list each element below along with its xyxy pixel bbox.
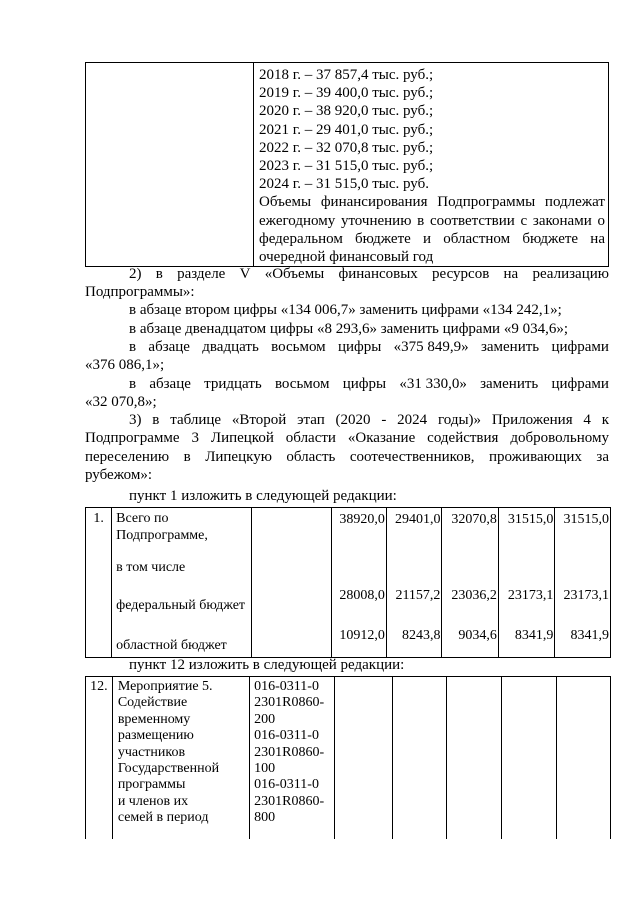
- paragraph-2c-line2: «376 086,1»;: [85, 357, 165, 373]
- funding-year-line: 2019 г. – 39 400,0 тыс. руб.;: [259, 85, 434, 102]
- label-total: Всего по Подпрограмме,: [116, 511, 208, 543]
- event-line: участников: [117, 744, 186, 760]
- point-1-heading: пункт 1 изложить в следующей редакции:: [129, 488, 397, 504]
- event-line: временному: [117, 711, 191, 727]
- code-line: 800: [254, 810, 276, 826]
- code-line: 016-0311-0: [254, 728, 319, 744]
- label-regional: областной бюджет: [116, 638, 227, 653]
- event-line: Мероприятие 5.: [117, 679, 213, 694]
- label-including: в том числе: [116, 560, 186, 575]
- value-cell: [557, 677, 611, 840]
- paragraph-2d-line1: в абзаце тридцать восьмом цифры «31 330,0» заменить цифрами: [129, 376, 609, 392]
- paragraph-2-line1: 2) в разделе V «Объемы финансовых ресурсов на реализацию: [129, 266, 609, 282]
- point-1-table: [85, 507, 611, 658]
- event-line: Содействие: [117, 695, 188, 711]
- event-line: Государственной: [117, 761, 220, 777]
- event-line: программы: [117, 777, 186, 793]
- value-cell: [502, 677, 557, 840]
- code-line: 016-0311-0: [254, 679, 319, 694]
- event-line: размещению: [117, 728, 194, 744]
- code-line: 2301R0860-: [254, 695, 325, 711]
- row-number: 1.: [86, 508, 112, 658]
- code-cell: [251, 508, 332, 658]
- code-line: 200: [254, 711, 276, 727]
- funding-note: Объемы финансирования Подпрограммы подлежат ежегодному уточнению в соответствии с законами о федеральном бюджете и областном бюджете на очередной финансовый год: [259, 194, 605, 266]
- row-number: 12.: [86, 677, 113, 840]
- code-line: 2301R0860-: [254, 793, 325, 809]
- label-federal: федеральный бюджет: [116, 598, 246, 613]
- funding-year-line: 2022 г. – 32 070,8 тыс. руб.;: [259, 139, 434, 156]
- funding-year-line: 2020 г. – 38 920,0 тыс. руб.;: [259, 103, 434, 120]
- funding-cell: [254, 63, 609, 267]
- funding-table: [85, 62, 609, 267]
- funding-year-line: 2024 г. – 31 515,0 тыс. руб.: [259, 176, 429, 193]
- paragraph-2c-line1: в абзаце двадцать восьмом цифры «375 849,9» заменить цифрами: [129, 339, 609, 355]
- code-cell: [250, 677, 335, 840]
- value-column: 29401,0 21157,2 8243,8: [386, 508, 442, 658]
- paragraph-3: 3) в таблице «Второй этап (2020 - 2024 годы)» Приложения 4 к Подпрограмме 3 Липецкой области «Оказание содействия добровольному переселению в Липецкую область соотечественников, проживающих за рубежом»:: [85, 412, 609, 483]
- funding-year-line: 2023 г. – 31 515,0 тыс. руб.;: [259, 158, 434, 175]
- value-cell: [392, 677, 447, 840]
- value-column: 32070,8 23036,2 9034,6: [442, 508, 498, 658]
- event-line: семей в период: [117, 810, 209, 826]
- code-line: 016-0311-0: [254, 777, 319, 793]
- value-column: 38920,0 28008,0 10912,0: [332, 508, 387, 658]
- row-labels: [112, 508, 252, 658]
- code-line: 100: [254, 761, 276, 777]
- paragraph-2a: в абзаце втором цифры «134 006,7» заменить цифрами «134 242,1»;: [129, 302, 562, 318]
- event-cell: [112, 677, 249, 840]
- point-12-heading: пункт 12 изложить в следующей редакции:: [129, 657, 405, 673]
- paragraph-2b: в абзаце двенадцатом цифры «8 293,6» заменить цифрами «9 034,6»;: [129, 321, 569, 337]
- value-column: 31515,0 23173,1 8341,9: [498, 508, 554, 658]
- funding-year-line: 2018 г. – 37 857,4 тыс. руб.;: [259, 67, 434, 83]
- code-line: 2301R0860-: [254, 744, 325, 760]
- paragraph-2-line2: Подпрограммы»:: [85, 284, 195, 300]
- event-line: и членов их: [117, 793, 189, 809]
- paragraph-2d-line2: «32 070,8»;: [85, 394, 157, 410]
- value-column: 31515,0 23173,1 8341,9: [555, 508, 611, 658]
- value-cell: [447, 677, 502, 840]
- empty-cell: [86, 63, 254, 267]
- funding-year-line: 2021 г. – 29 401,0 тыс. руб.;: [259, 121, 434, 138]
- point-12-table: [85, 676, 611, 839]
- value-cell: [334, 677, 392, 840]
